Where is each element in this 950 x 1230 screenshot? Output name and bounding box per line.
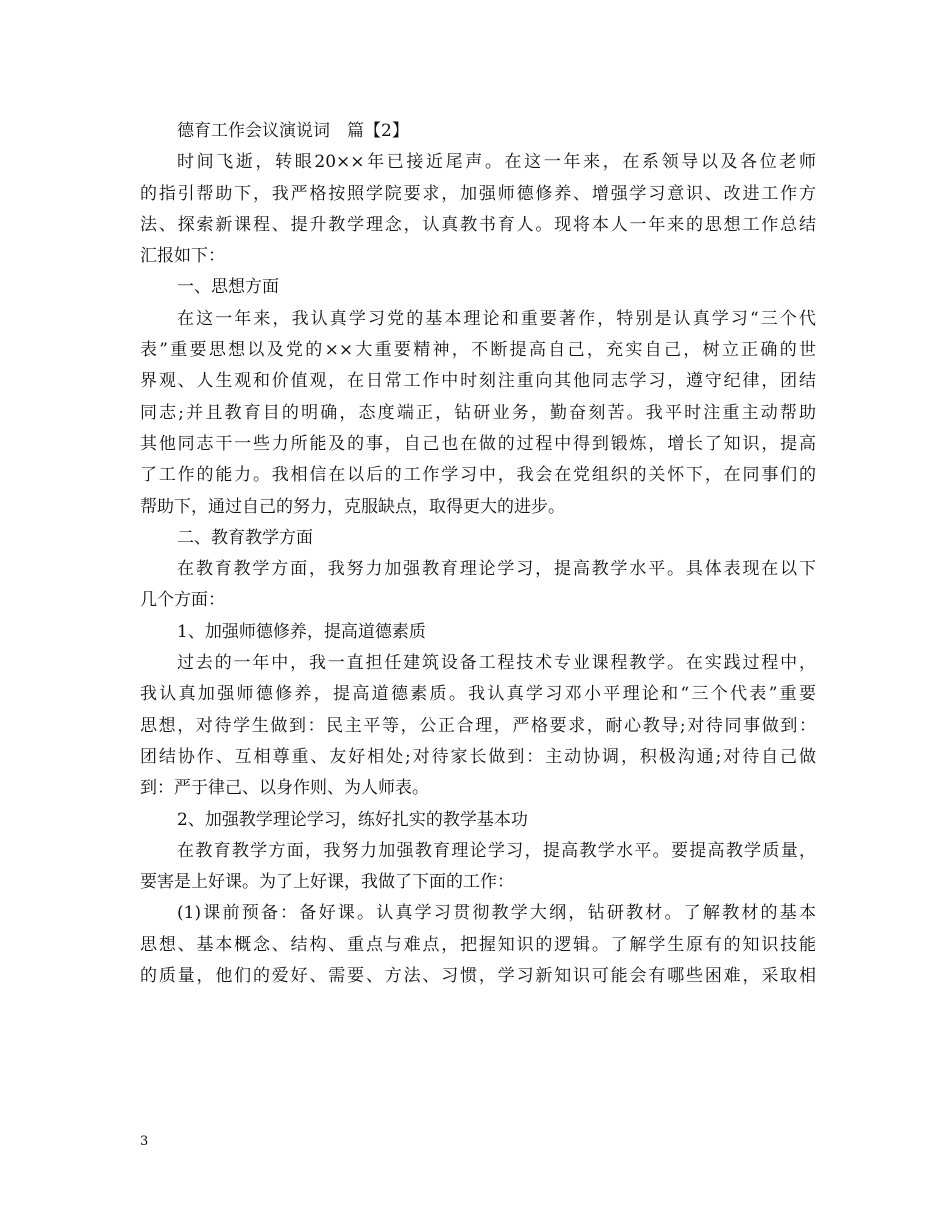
text-line: 二、教育教学方面 (177, 527, 313, 548)
page-number: 3 (140, 1134, 149, 1149)
text-line: 到：严于律己、以身作则、为人师表。 (140, 778, 429, 799)
text-line: 其他同志干一些力所能及的事，自己也在做的过程中得到锻炼，增长了知识，提高 (140, 433, 816, 454)
text-line: 在教育教学方面，我努力加强教育理论学习，提高教学水平。要提高教学质量， (177, 840, 816, 861)
text-line: 法、探索新课程、提升教学理念，认真教书育人。现将本人一年来的思想工作总结 (140, 214, 816, 235)
text-line: 帮助下，通过自己的努力，克服缺点，取得更大的进步。 (140, 496, 565, 517)
text-line: 思想，对待学生做到：民主平等，公正合理，严格要求，耐心教导;对待同事做到： (140, 715, 816, 736)
text-line: 表”重要思想以及党的××大重要精神，不断提高自己，充实自己，树立正确的世 (140, 340, 816, 361)
text-line: 团结协作、互相尊重、友好相处;对待家长做到：主动协调，积极沟通;对待自己做 (140, 746, 816, 767)
text-line: 过去的一年中，我一直担任建筑设备工程技术专业课程教学。在实践过程中， (177, 653, 816, 674)
text-line: 时间飞逝，转眼20××年已接近尾声。在这一年来，在系领导以及各位老师 (177, 152, 816, 173)
text-line: 在教育教学方面，我努力加强教育理论学习，提高教学水平。具体表现在以下 (177, 559, 816, 580)
text-line: (1)课前预备：备好课。认真学习贯彻教学大纲，钻研教材。了解教材的基本 (177, 903, 816, 924)
text-line: 界观、人生观和价值观，在日常工作中时刻注重向其他同志学习，遵守纪律，团结 (140, 371, 816, 392)
document-title: 德育工作会议演说词 篇【2】 (177, 121, 409, 141)
text-line: 我认真加强师德修养，提高道德素质。我认真学习邓小平理论和“三个代表”重要 (140, 684, 816, 705)
text-line: 的质量，他们的爱好、需要、方法、习惯，学习新知识可能会有哪些困难，采取相 (140, 966, 816, 987)
text-line: 在这一年来，我认真学习党的基本理论和重要著作，特别是认真学习“三个代 (177, 308, 816, 329)
text-line: 1、加强师德修养，提高道德素质 (177, 621, 426, 642)
document-body (140, 116, 816, 992)
text-line: 几个方面： (140, 590, 225, 611)
text-line: 要害是上好课。为了上好课，我做了下面的工作： (140, 872, 514, 893)
text-line: 汇报如下： (140, 246, 225, 267)
text-line: 同志;并且教育目的明确，态度端正，钻研业务，勤奋刻苦。我平时注重主动帮助 (140, 402, 816, 423)
text-line: 了工作的能力。我相信在以后的工作学习中，我会在党组织的关怀下，在同事们的 (140, 465, 816, 486)
text-line: 的指引帮助下，我严格按照学院要求，加强师德修养、增强学习意识、改进工作方 (140, 183, 816, 204)
text-line: 2、加强教学理论学习，练好扎实的教学基本功 (177, 809, 528, 830)
text-line: 一、思想方面 (177, 277, 279, 298)
text-line: 思想、基本概念、结构、重点与难点，把握知识的逻辑。了解学生原有的知识技能 (140, 934, 816, 955)
